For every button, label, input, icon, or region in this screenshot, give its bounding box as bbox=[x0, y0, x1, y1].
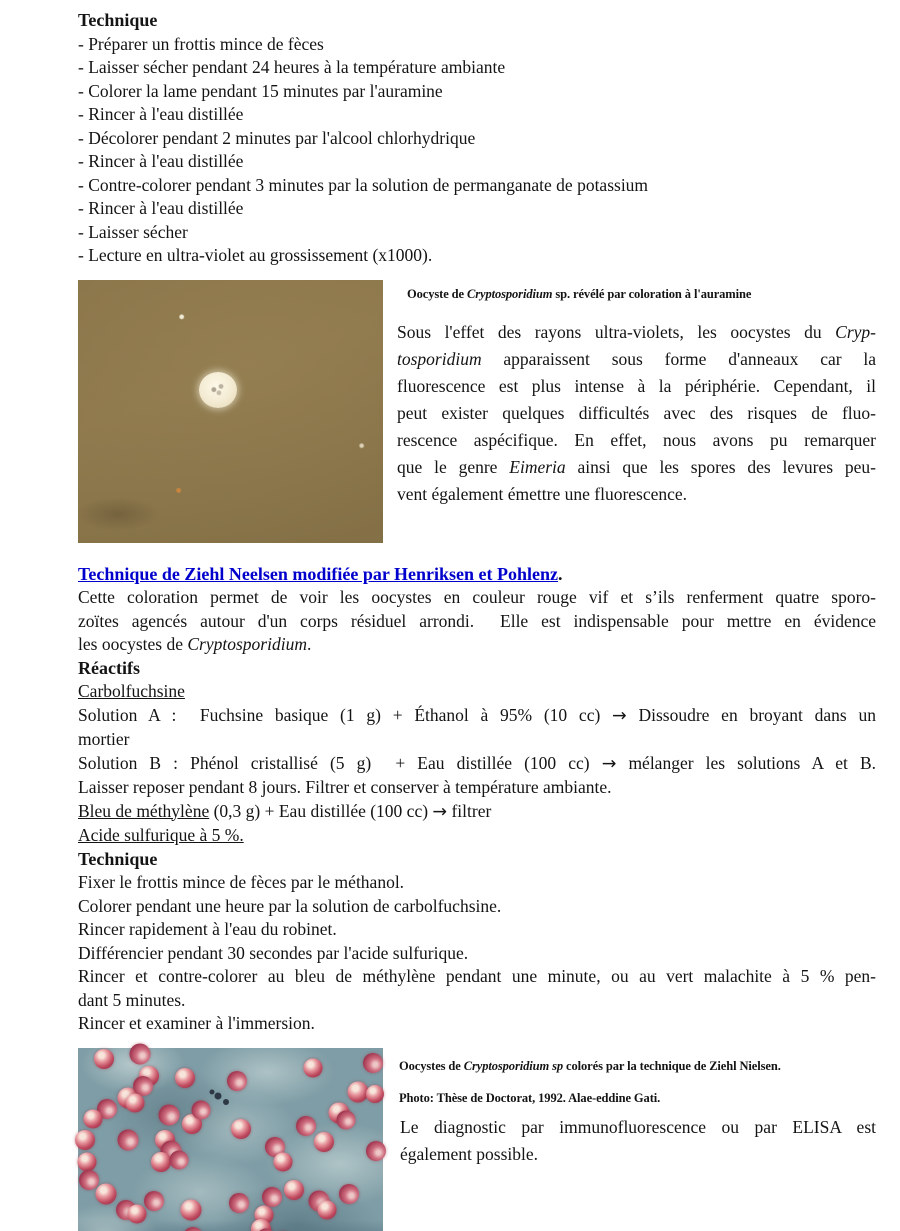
oocyst-dot bbox=[130, 1043, 151, 1064]
text-line: Différencier pendant 30 secondes par l'acide sulfurique. bbox=[78, 942, 469, 963]
text-line: Solution A : Fuchsine basique (1 g) + Éthanol à 95% (10 cc) → Dissoudre en broyant dans un bbox=[78, 704, 876, 726]
text-line: zoïtes agencés autour d'un corps résiduel arrondi. Elle est indispensable pour mettre en évidence bbox=[78, 610, 876, 631]
oocyst-dot bbox=[215, 1092, 222, 1099]
ziehl-section-heading bbox=[78, 563, 876, 587]
text-line: Solution B : Phénol cristallisé (5 g) + Eau distillée (100 cc) → mélanger les solutions A et B. bbox=[78, 752, 876, 774]
text-line: Oocyste de Cryptosporidium sp. révélé par coloration à l'auramine bbox=[407, 286, 752, 301]
auramine-technique-heading: Technique bbox=[78, 10, 158, 30]
text-line: Le diagnostic par immunofluorescence ou par ELISA est bbox=[400, 1116, 876, 1137]
ziehl-intro-paragraph bbox=[78, 586, 876, 657]
oocyst-dot bbox=[363, 1053, 383, 1073]
ziehl-step-list bbox=[78, 871, 876, 1036]
text-line: - Lecture en ultra-violet au grossissement (x1000). bbox=[78, 245, 433, 265]
oocyst-dot bbox=[159, 1104, 180, 1125]
reagent-list bbox=[78, 680, 876, 848]
text-line: fluorescence est plus intense à la périphérie. Cependant, il bbox=[397, 375, 876, 396]
text-line: - Décolorer pendant 2 minutes par l'alcool chlorhydrique bbox=[78, 127, 476, 148]
oocyst-dot bbox=[273, 1152, 292, 1171]
text-line: Carbolfuchsine bbox=[78, 681, 185, 701]
oocyst-dot bbox=[339, 1184, 359, 1204]
oocyst-dot bbox=[296, 1116, 316, 1136]
oocyst-dot bbox=[229, 1193, 249, 1213]
text-line: Laisser reposer pendant 8 jours. Filtrer et conserver à température ambiante. bbox=[78, 777, 612, 797]
oocyst-dot bbox=[314, 1132, 334, 1152]
oocyst-dot bbox=[79, 1170, 99, 1190]
oocyst-dot bbox=[127, 1204, 146, 1223]
auramine-step-list bbox=[78, 33, 876, 268]
ziehl-caption-line1 bbox=[399, 1052, 876, 1080]
oocyst-dot bbox=[75, 1130, 95, 1150]
text-line: peut exister quelques difficultés avec des risques de fluo- bbox=[397, 402, 876, 423]
text-line: Bleu de méthylène (0,3 g) + Eau distillée (100 cc) → filtrer bbox=[78, 800, 492, 822]
text-line: Fixer le frottis mince de fèces par le méthanol. bbox=[78, 872, 405, 892]
oocyst-dot bbox=[303, 1059, 322, 1078]
auramine-figure-text bbox=[397, 280, 876, 543]
oocyst-dot bbox=[118, 1129, 139, 1150]
ziehl-caption-line2 bbox=[399, 1084, 876, 1112]
oocyst-dot bbox=[95, 1183, 116, 1204]
oocyst-dot bbox=[144, 1191, 164, 1211]
oocyst-dot bbox=[366, 1141, 386, 1161]
text-line: Oocystes de Cryptosporidium sp colorés par la technique de Ziehl Nielsen. bbox=[399, 1058, 781, 1073]
oocyst-dot bbox=[227, 1071, 247, 1091]
text-line: Rincer et examiner à l'immersion. bbox=[78, 1013, 315, 1033]
text-line: - Rincer à l'eau distillée bbox=[78, 151, 244, 171]
oocyst-dot bbox=[337, 1111, 356, 1130]
text-line: tosporidium apparaissent sous forme d'anneaux car la bbox=[397, 348, 876, 369]
oocyst-dot bbox=[210, 1089, 215, 1094]
oocyst-dot bbox=[170, 1150, 189, 1169]
ziehl-figure-row bbox=[78, 1048, 876, 1231]
text-line: Photo: Thèse de Doctorat, 1992. Alae-eddine Gati. bbox=[399, 1090, 661, 1105]
text-line: que le genre Eimeria ainsi que les spores des levures peu- bbox=[397, 456, 876, 477]
oocyst-dot bbox=[94, 1049, 114, 1069]
auramine-caption bbox=[407, 286, 876, 303]
text-line: Sous l'effet des rayons ultra-violets, les oocystes du Cryp- bbox=[397, 321, 876, 342]
text-line: mortier bbox=[78, 729, 130, 749]
oocyst-dot bbox=[191, 1100, 210, 1119]
text-line: - Contre-colorer pendant 3 minutes par la solution de permanganate de potassium bbox=[78, 174, 649, 195]
oocyst-dot bbox=[262, 1187, 282, 1207]
ziehl-heading-link[interactable]: Technique de Ziehl Neelsen modifiée par Henriksen et Pohlenz bbox=[78, 563, 558, 584]
oocyst-dot bbox=[366, 1085, 384, 1103]
text-line: les oocystes de Cryptosporidium. bbox=[78, 634, 312, 654]
oocyst-spot bbox=[199, 372, 237, 408]
oocyst-dot bbox=[126, 1094, 145, 1113]
text-line: - Rincer à l'eau distillée bbox=[78, 104, 244, 124]
text-line: rescence aspécifique. En effet, nous avons pu remarquer bbox=[397, 429, 876, 450]
oocyst-dot bbox=[151, 1152, 171, 1172]
text-line: Rincer et contre-colorer au bleu de méthylène pendant une minute, ou au vert malachite à 5 % pen- bbox=[78, 966, 876, 986]
oocyst-dot bbox=[84, 1110, 103, 1129]
text-line: Cette coloration permet de voir les oocystes en couleur rouge vif et s’ils renferment quatre sporo- bbox=[78, 587, 876, 607]
oocyst-dot bbox=[175, 1068, 195, 1088]
text-line: - Laisser sécher bbox=[78, 221, 188, 242]
oocyst-dot bbox=[318, 1200, 337, 1219]
oocyst-dot bbox=[231, 1119, 251, 1139]
ziehl-heading-period: . bbox=[558, 563, 563, 584]
ziehl-technique-heading: Technique bbox=[78, 848, 158, 869]
reactifs-heading: Réactifs bbox=[78, 657, 140, 678]
ziehl-micrograph-image bbox=[78, 1048, 383, 1231]
auramine-micrograph-image bbox=[78, 280, 383, 543]
text-line: - Laisser sécher pendant 24 heures à la température ambiante bbox=[78, 57, 506, 77]
text-line: - Rincer à l'eau distillée bbox=[78, 198, 244, 218]
text-line: - Colorer la lame pendant 15 minutes par l'auramine bbox=[78, 80, 443, 101]
ziehl-diagnostic-paragraph bbox=[397, 1114, 876, 1168]
text-line: également possible. bbox=[400, 1143, 539, 1164]
text-line: - Préparer un frottis mince de fèces bbox=[78, 33, 324, 54]
oocyst-dot bbox=[223, 1099, 229, 1105]
ziehl-figure-text bbox=[397, 1048, 876, 1231]
text-line: vent également émettre une fluorescence. bbox=[397, 483, 688, 504]
text-line: Rincer rapidement à l'eau du robinet. bbox=[78, 919, 337, 939]
oocyst-dot bbox=[180, 1199, 201, 1220]
auramine-paragraph bbox=[397, 319, 876, 508]
text-line: Acide sulfurique à 5 %. bbox=[78, 825, 244, 845]
text-line: dant 5 minutes. bbox=[78, 989, 186, 1010]
oocyst-dot bbox=[284, 1180, 304, 1200]
auramine-figure-row bbox=[78, 280, 876, 543]
oocyst-dot bbox=[77, 1152, 96, 1171]
text-line: Colorer pendant une heure par la solution de carbolfuchsine. bbox=[78, 895, 502, 916]
oocyst-dot bbox=[183, 1227, 203, 1231]
